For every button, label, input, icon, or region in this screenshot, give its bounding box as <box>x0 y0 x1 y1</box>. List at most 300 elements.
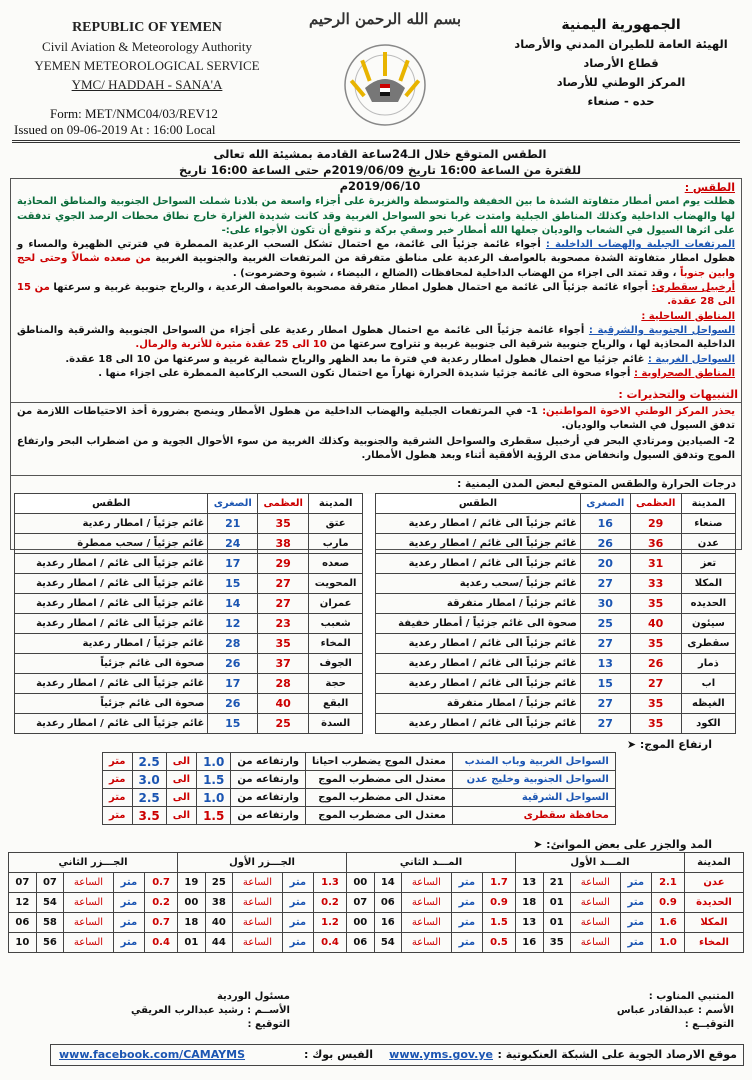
wave-from: 1.5 <box>197 807 231 825</box>
tide-hour: 07 <box>347 893 375 913</box>
wave-unit: متر <box>103 753 133 771</box>
city-name: عدن <box>681 534 735 554</box>
weather-title: الطقس : <box>684 181 735 194</box>
city-weather: غائم جزئياً / سحب ممطرة <box>15 534 208 554</box>
highlands-highlight: من صعده شمالاً وحتى لحج وابين جنوباً <box>17 253 735 279</box>
city-name: مارب <box>309 534 363 554</box>
city-name: حجة <box>309 674 363 694</box>
arrow-icon: ➤ <box>533 838 543 851</box>
tide-hour-label: الساعة <box>233 933 283 953</box>
city-name: المكلا <box>681 574 735 594</box>
tide-unit: متر <box>282 893 313 913</box>
wave-label: وارتفاعه من <box>231 807 306 825</box>
tide-hour-label: الساعة <box>402 913 452 933</box>
duty-officer-title: المتنبي المناوب : <box>648 991 734 1002</box>
col-city: المدينة <box>681 494 735 514</box>
wave-to: 3.0 <box>132 771 166 789</box>
city-row <box>15 574 736 594</box>
duty-officer-signature <box>617 990 734 1032</box>
wave-row <box>103 771 616 789</box>
tide-hour-label: الساعة <box>571 933 621 953</box>
header-en-line3: YEMEN METEOROLOGICAL SERVICE <box>34 58 260 73</box>
header-ar-line2: الهيئة العامة للطيران المدني والأرصاد <box>514 37 728 51</box>
form-number: Form: MET/NMC04/03/REV12 <box>50 106 218 121</box>
city-separator <box>363 614 376 634</box>
south-east-coasts-text: أجواء غائمة جزئياً الى غائمة مع احتمال هطول امطار رعدية على أجزاء من السواحل الجنوبية والشرقية والمناطق الداخلية المحاذية لها ، والرياح جنوبية شرقية الى جنوبية غربية و تتراوح سرعتها من <box>17 324 735 351</box>
tide-unit: متر <box>620 933 651 953</box>
tide-height: 0.2 <box>314 893 347 913</box>
city-min: 14 <box>208 594 258 614</box>
col-city-2: المدينة <box>309 494 363 514</box>
tide-height: 0.7 <box>145 913 178 933</box>
city-min: 16 <box>580 514 630 534</box>
city-weather: غائم جزئياً الى غائم / امطار رعدية <box>15 714 208 734</box>
city-weather: غائم جزئياً الى غائم / امطار رعدية <box>376 714 581 734</box>
tide-hour: 01 <box>178 933 206 953</box>
city-weather: غائم جزئياً الى غائم / امطار رعدية <box>15 594 208 614</box>
tide-col-lw1: الجـــزر الأول <box>178 853 347 873</box>
tide-minute: 56 <box>36 933 64 953</box>
city-max: 29 <box>258 554 309 574</box>
authority-logo-icon <box>340 40 430 130</box>
site-label: موقع الارصاد الجوية على الشبكة العنكبوتية : <box>497 1048 737 1061</box>
city-max: 38 <box>258 534 309 554</box>
city-separator <box>363 554 376 574</box>
city-name: ذمار <box>681 654 735 674</box>
tides-title <box>533 838 712 851</box>
city-min: 28 <box>208 634 258 654</box>
tide-col-city: المدينة <box>684 853 743 873</box>
city-separator <box>363 674 376 694</box>
city-separator <box>363 514 376 534</box>
city-name: الغيظه <box>681 694 735 714</box>
city-min: 15 <box>208 574 258 594</box>
tide-city: المخاء <box>684 933 743 953</box>
tide-unit: متر <box>451 913 482 933</box>
issued-on: Issued on 09-06-2019 At : 16:00 Local <box>14 122 216 137</box>
city-name: صنعاء <box>681 514 735 534</box>
tide-unit: متر <box>282 933 313 953</box>
city-max: 35 <box>258 634 309 654</box>
tide-unit: متر <box>282 873 313 893</box>
city-max: 31 <box>630 554 681 574</box>
city-max: 29 <box>630 514 681 534</box>
header-en-line4: YMC/ HADDAH - SANA'A <box>71 77 223 92</box>
city-weather: غائم جزئياً الى غائم / امطار رعدية <box>376 654 581 674</box>
city-row <box>15 594 736 614</box>
city-min: 26 <box>580 534 630 554</box>
tide-unit: متر <box>282 913 313 933</box>
facebook-link[interactable]: www.facebook.com/CAMAYMS <box>59 1048 246 1061</box>
tide-hour: 07 <box>9 873 37 893</box>
city-separator <box>363 594 376 614</box>
city-weather: غائم جزئياً الى غائم / امطار رعدية <box>376 534 581 554</box>
wave-unit: متر <box>103 771 133 789</box>
city-name: سيئون <box>681 614 735 634</box>
city-name: عمران <box>309 594 363 614</box>
city-weather: غائم جزئياً الى غائم / امطار رعدية <box>376 514 581 534</box>
city-separator <box>363 654 376 674</box>
tides-title-text: المد والجزر على بعض الموانئ: <box>546 838 712 851</box>
city-max: 27 <box>630 674 681 694</box>
tides-header-row <box>9 853 744 873</box>
highlands-label: المرتفعات الجبلية والهضاب الداخلية : <box>545 239 736 251</box>
city-min: 12 <box>208 614 258 634</box>
city-min: 27 <box>580 694 630 714</box>
wave-region: السواحل الغربية وباب المندب <box>452 753 615 771</box>
tide-hour: 12 <box>9 893 37 913</box>
city-max: 35 <box>630 714 681 734</box>
header-ar-line4: المركز الوطني للأرصاد <box>556 75 686 89</box>
city-row <box>15 654 736 674</box>
city-separator <box>363 574 376 594</box>
basmala: بسم الله الرحمن الرحيم <box>308 10 462 28</box>
period-line2: للفترة من الساعة 16:00 تاريخ 2019/06/09م حتى الساعة 16:00 تاريخ 2019/06/10م <box>178 163 582 193</box>
tide-row <box>9 873 744 893</box>
city-name: السدة <box>309 714 363 734</box>
wave-from: 1.5 <box>197 771 231 789</box>
socotra-text: أجواء غائمة جزئياً الى غائمة مع احتمال هطول امطار متفرقة مصحوبة بالعواصف الرعدية ، والرياح جنوبية غربية و سرعتها <box>53 282 649 294</box>
city-separator <box>363 714 376 734</box>
tide-height: 0.4 <box>314 933 347 953</box>
tide-minute: 21 <box>543 873 571 893</box>
wave-row <box>103 789 616 807</box>
city-name: عتق <box>309 514 363 534</box>
tide-height: 0.5 <box>482 933 515 953</box>
wave-label: وارتفاعه من <box>231 789 306 807</box>
tide-row <box>9 893 744 913</box>
wave-unit: متر <box>103 807 133 825</box>
tide-unit: متر <box>451 893 482 913</box>
tide-hour-label: الساعة <box>402 933 452 953</box>
city-name: الكود <box>681 714 735 734</box>
wave-state: معتدل الى مضطرب الموج <box>306 789 453 807</box>
city-name: المخاء <box>309 634 363 654</box>
tide-minute: 25 <box>205 873 233 893</box>
tide-unit: متر <box>113 933 144 953</box>
city-min: 25 <box>580 614 630 634</box>
col-max: العظمى <box>630 494 681 514</box>
tide-height: 0.7 <box>145 873 178 893</box>
wave-state: معتدل الى مضطرب الموج <box>306 771 453 789</box>
waves-title <box>627 738 712 751</box>
highlands-text-a: أجواء غائمة جزئياً الى غائمة، مع احتمال تشكل السحب الرعدية الممطرة في فترتي الظهيرة والمساء و هطول امطار متفاوتة الشدة مصحوبة بالعواصف الرعدية على مناطق متفرقة من المرتفعات الغربية والجنوبية الغربية <box>17 239 736 265</box>
city-weather: غائم جزئياً الى غائم / امطار رعدية <box>15 674 208 694</box>
shift-manager-title: مسئول الوردية <box>216 991 290 1002</box>
city-row <box>15 614 736 634</box>
tide-minute: 06 <box>374 893 402 913</box>
wave-label: وارتفاعه من <box>231 753 306 771</box>
weather-west-coasts <box>17 353 735 367</box>
wave-row <box>103 753 616 771</box>
city-row <box>15 694 736 714</box>
city-name: اب <box>681 674 735 694</box>
wave-to: 2.5 <box>132 789 166 807</box>
city-weather: غائم جزئياً / امطار رعدية <box>15 514 208 534</box>
city-weather: غائم جزئياً الى غائم / امطار رعدية <box>376 554 581 574</box>
city-min: 27 <box>580 714 630 734</box>
wave-label: وارتفاعه من <box>231 771 306 789</box>
warning-1-label: يحذر المركز الوطني الاخوة المواطنين: <box>542 406 735 417</box>
cities-body <box>15 514 736 734</box>
tide-minute: 38 <box>205 893 233 913</box>
city-row <box>15 714 736 734</box>
tide-minute: 01 <box>543 893 571 913</box>
tide-height: 1.3 <box>314 873 347 893</box>
tide-hour: 16 <box>515 933 543 953</box>
city-weather: غائم جزئياً /سحب رعدية <box>376 574 581 594</box>
tide-minute: 14 <box>374 873 402 893</box>
waves-table <box>102 752 616 825</box>
city-weather: غائم جزئياً / امطار متفرقة <box>376 694 581 714</box>
tides-table <box>8 852 744 953</box>
city-separator <box>363 694 376 714</box>
tide-minute: 44 <box>205 933 233 953</box>
wave-to: 2.5 <box>132 753 166 771</box>
tide-minute: 16 <box>374 913 402 933</box>
west-coasts-text: غائم جزئيا مع احتمال هطول امطار رعدية في فترة ما بعد الظهر والرياح شمالية غربية و سرعتها من 10 الى 18 عقدة. <box>65 353 645 365</box>
header-arabic <box>506 16 736 111</box>
weather-intro: هطلت يوم امس أمطار متفاوتة الشدة ما بين الخفيفة والمتوسطة والغزيرة على أجزاء واسعة من بلادنا شملت السواحل الجنوبية والمناطق المحاذية لها والهضاب الداخلية وكذلك المناطق الجبلية وامتدت غربا نحو السواحل الغربية وقد كانت شديدة الغزارة خارج نطاق محطات الرصد الجوي تدفقت على اثرها السيول في الشعاب والوديان جعلها الله أمطار خير وسقي بركة و نتوقع أن تكون الأجواء على:- <box>17 196 735 236</box>
wave-region: السواحل الشرقية <box>452 789 615 807</box>
city-max: 35 <box>258 514 309 534</box>
waves-title-text: ارتفاع الموج: <box>639 738 712 751</box>
city-min: 13 <box>580 654 630 674</box>
tide-hour-label: الساعة <box>402 873 452 893</box>
tide-hour: 13 <box>515 873 543 893</box>
tide-hour: 10 <box>9 933 37 953</box>
highlands-text-b: ، وقد تمتد الى اجزاء من الهضاب الداخلية لمحافظات (الضالع ، البيضاء ، شبوة وحضرموت) . <box>232 267 677 279</box>
col-min: الصغرى <box>580 494 630 514</box>
desert-text: أجواء صحوة الى غائمة جزئيا شديدة الحرارة نهاراً مع احتمال تكون السحب الركامية الممطرة على اجزاء منها . <box>98 367 631 379</box>
tide-minute: 54 <box>374 933 402 953</box>
tide-city: المكلا <box>684 913 743 933</box>
tide-hour: 06 <box>347 933 375 953</box>
city-weather: صحوة الى غائم جزئياً / أمطار خفيفة <box>376 614 581 634</box>
city-min: 30 <box>580 594 630 614</box>
tide-hour-label: الساعة <box>233 913 283 933</box>
city-weather: غائم جزئياً الى غائم / امطار رعدية <box>15 554 208 574</box>
facebook-label: الفيس بوك : <box>303 1048 373 1061</box>
city-weather: صحوة الى غائم جزئياً <box>15 694 208 714</box>
warnings-section <box>10 402 742 476</box>
wave-row <box>103 807 616 825</box>
warning-1-text: 1- في المرتفعات الجبلية والهضاب الداخلية من هطول الأمطار وينصح بضرورة أخذ الاحتياطات اللازمة من تدفق السيول في الشعاب والوديان. <box>17 406 735 431</box>
col-min-2: الصغرى <box>208 494 258 514</box>
city-row <box>15 674 736 694</box>
city-max: 35 <box>630 694 681 714</box>
tide-height: 1.5 <box>482 913 515 933</box>
tide-hour-label: الساعة <box>571 893 621 913</box>
city-name: سقطرى <box>681 634 735 654</box>
tide-minute: 01 <box>543 913 571 933</box>
header-en-line1: REPUBLIC OF YEMEN <box>72 20 222 35</box>
tide-hour: 19 <box>178 873 206 893</box>
tide-height: 1.7 <box>482 873 515 893</box>
city-max: 25 <box>258 714 309 734</box>
weather-south-east-coasts <box>17 324 735 353</box>
wave-to-word: الى <box>166 771 196 789</box>
socotra-label: أرخبيل سقطرى: <box>651 282 736 294</box>
tide-hour-label: الساعة <box>233 893 283 913</box>
warning-1 <box>17 405 735 433</box>
col-weather: الطقس <box>376 494 581 514</box>
shift-manager-signature <box>110 990 290 1032</box>
city-min: 26 <box>208 694 258 714</box>
wave-from: 1.0 <box>197 789 231 807</box>
tide-hour: 13 <box>515 913 543 933</box>
city-weather: غائم جزئياً الى غائم / امطار رعدية <box>15 614 208 634</box>
tide-hour: 06 <box>9 913 37 933</box>
tide-unit: متر <box>620 873 651 893</box>
city-max: 35 <box>630 594 681 614</box>
socotra-highlight: من 15 الى 28 عقدة. <box>17 282 735 308</box>
city-max: 27 <box>258 574 309 594</box>
tide-minute: 35 <box>543 933 571 953</box>
tide-col-lw2: الجـــزر الثاني <box>9 853 178 873</box>
tide-minute: 58 <box>36 913 64 933</box>
city-weather: غائم جزئياً الى غائم / امطار رعدية <box>376 674 581 694</box>
wave-region: السواحل الجنوبية وخليج عدن <box>452 771 615 789</box>
city-min: 27 <box>580 634 630 654</box>
city-max: 23 <box>258 614 309 634</box>
tide-hour-label: الساعة <box>64 913 114 933</box>
weather-desert <box>17 367 735 381</box>
weather-highlands <box>17 238 735 281</box>
tides-body <box>9 873 744 953</box>
tide-minute: 54 <box>36 893 64 913</box>
tide-hour: 00 <box>347 913 375 933</box>
period-line1: الطقس المتوقع خلال الـ24ساعة القادمة بمشيئة الله تعالى <box>213 147 547 161</box>
city-min: 15 <box>208 714 258 734</box>
tide-hour-label: الساعة <box>402 893 452 913</box>
wave-to-word: الى <box>166 789 196 807</box>
tide-unit: متر <box>113 893 144 913</box>
tide-hour: 00 <box>347 873 375 893</box>
city-max: 36 <box>630 534 681 554</box>
tide-unit: متر <box>451 933 482 953</box>
tide-height: 1.0 <box>651 933 684 953</box>
tide-minute: 07 <box>36 873 64 893</box>
city-row <box>15 514 736 534</box>
tide-hour: 18 <box>515 893 543 913</box>
city-min: 17 <box>208 674 258 694</box>
wave-to-word: الى <box>166 753 196 771</box>
tide-hour-label: الساعة <box>571 873 621 893</box>
wave-unit: متر <box>103 789 133 807</box>
warnings-title: التنبيهات والتحذيرات : <box>618 388 738 401</box>
header-ar-line5: حده - صنعاء <box>587 94 655 108</box>
warning-2: 2- الصيادين ومرتادي البحر في أرخبيل سقطرى والسواحل الشرقية والجنوبية وكذلك الغربية من سوء الأحوال الجوية و من اضطراب البحر وارتفاع الموج وتدفق السيول وانخفاض مدى الرؤية الأفقية أثناء وبعد هطول الأمطار. <box>17 436 735 461</box>
cities-header-row <box>15 494 736 514</box>
city-min: 20 <box>580 554 630 574</box>
footer <box>50 1044 744 1066</box>
city-max: 26 <box>630 654 681 674</box>
wave-state: معتدل الموج يضطرب احيانا <box>306 753 453 771</box>
tide-height: 2.1 <box>651 873 684 893</box>
tide-minute: 40 <box>205 913 233 933</box>
city-weather: غائم جزئياً / امطار متفرقة <box>376 594 581 614</box>
city-weather: غائم جزئياً الى غائم / امطار رعدية <box>15 574 208 594</box>
wave-to: 3.5 <box>132 807 166 825</box>
duty-officer-name: الأسم : عبدالقادر عباس <box>616 1005 734 1016</box>
city-row <box>15 554 736 574</box>
city-max: 27 <box>258 594 309 614</box>
city-max: 35 <box>630 634 681 654</box>
city-name: الحديده <box>681 594 735 614</box>
duty-officer-sign: التوقيــع : <box>684 1019 734 1030</box>
city-max: 40 <box>258 694 309 714</box>
tide-unit: متر <box>620 893 651 913</box>
wave-state: معتدل الى مضطرب الموج <box>306 807 453 825</box>
south-east-coasts-label: السواحل الجنوبية والشرقية : <box>588 324 736 336</box>
arrow-icon: ➤ <box>626 738 637 751</box>
tide-unit: متر <box>451 873 482 893</box>
tide-row <box>9 913 744 933</box>
city-min: 27 <box>580 574 630 594</box>
city-min: 21 <box>208 514 258 534</box>
city-min: 26 <box>208 654 258 674</box>
tide-hour: 18 <box>178 913 206 933</box>
city-separator <box>363 534 376 554</box>
city-min: 24 <box>208 534 258 554</box>
city-min: 15 <box>580 674 630 694</box>
tide-hour-label: الساعة <box>64 873 114 893</box>
city-max: 33 <box>630 574 681 594</box>
cities-title: درجات الحرارة والطقس المتوقع لبعض المدن اليمنية : <box>457 478 736 490</box>
coastal-title: المناطق الساحلية : <box>641 310 735 322</box>
city-name: الجوف <box>309 654 363 674</box>
city-name: شعبب <box>309 614 363 634</box>
tide-height: 0.4 <box>145 933 178 953</box>
col-separator <box>363 494 376 514</box>
city-name: صعده <box>309 554 363 574</box>
shift-manager-name: الأســم : رشيد عبدالرب العريقي <box>130 1005 290 1016</box>
city-max: 28 <box>258 674 309 694</box>
shift-manager-sign: التوقيع : <box>247 1019 290 1030</box>
weather-socotra <box>17 281 735 310</box>
city-name: المحويت <box>309 574 363 594</box>
tide-hour-label: الساعة <box>64 893 114 913</box>
city-row <box>15 534 736 554</box>
tide-row <box>9 933 744 953</box>
tide-height: 0.9 <box>482 893 515 913</box>
city-min: 17 <box>208 554 258 574</box>
tide-height: 0.9 <box>651 893 684 913</box>
city-separator <box>363 634 376 654</box>
site-link[interactable]: www.yms.gov.ye <box>389 1048 493 1061</box>
city-name: البقع <box>309 694 363 714</box>
header-en-line2: Civil Aviation & Meteorology Authority <box>42 39 252 54</box>
waves-body <box>103 753 616 825</box>
city-weather: صحوة الى غائم جزئياً <box>15 654 208 674</box>
tide-hour-label: الساعة <box>571 913 621 933</box>
tide-unit: متر <box>113 913 144 933</box>
tide-col-hw1: المـــد الأول <box>515 853 684 873</box>
header-ar-line1: الجمهورية اليمنية <box>561 17 681 33</box>
cities-table <box>14 493 736 734</box>
col-max-2: العظمى <box>258 494 309 514</box>
city-name: تعز <box>681 554 735 574</box>
header-divider <box>12 140 740 143</box>
tide-height: 1.6 <box>651 913 684 933</box>
city-max: 37 <box>258 654 309 674</box>
city-weather: غائم جزئياً / امطار رعدية <box>15 634 208 654</box>
tide-height: 1.2 <box>314 913 347 933</box>
south-east-coasts-highlight: 10 الى 25 عقدة مثيرة للأتربة والرمال. <box>135 339 327 351</box>
tide-city: الحديدة <box>684 893 743 913</box>
tide-height: 0.2 <box>145 893 178 913</box>
